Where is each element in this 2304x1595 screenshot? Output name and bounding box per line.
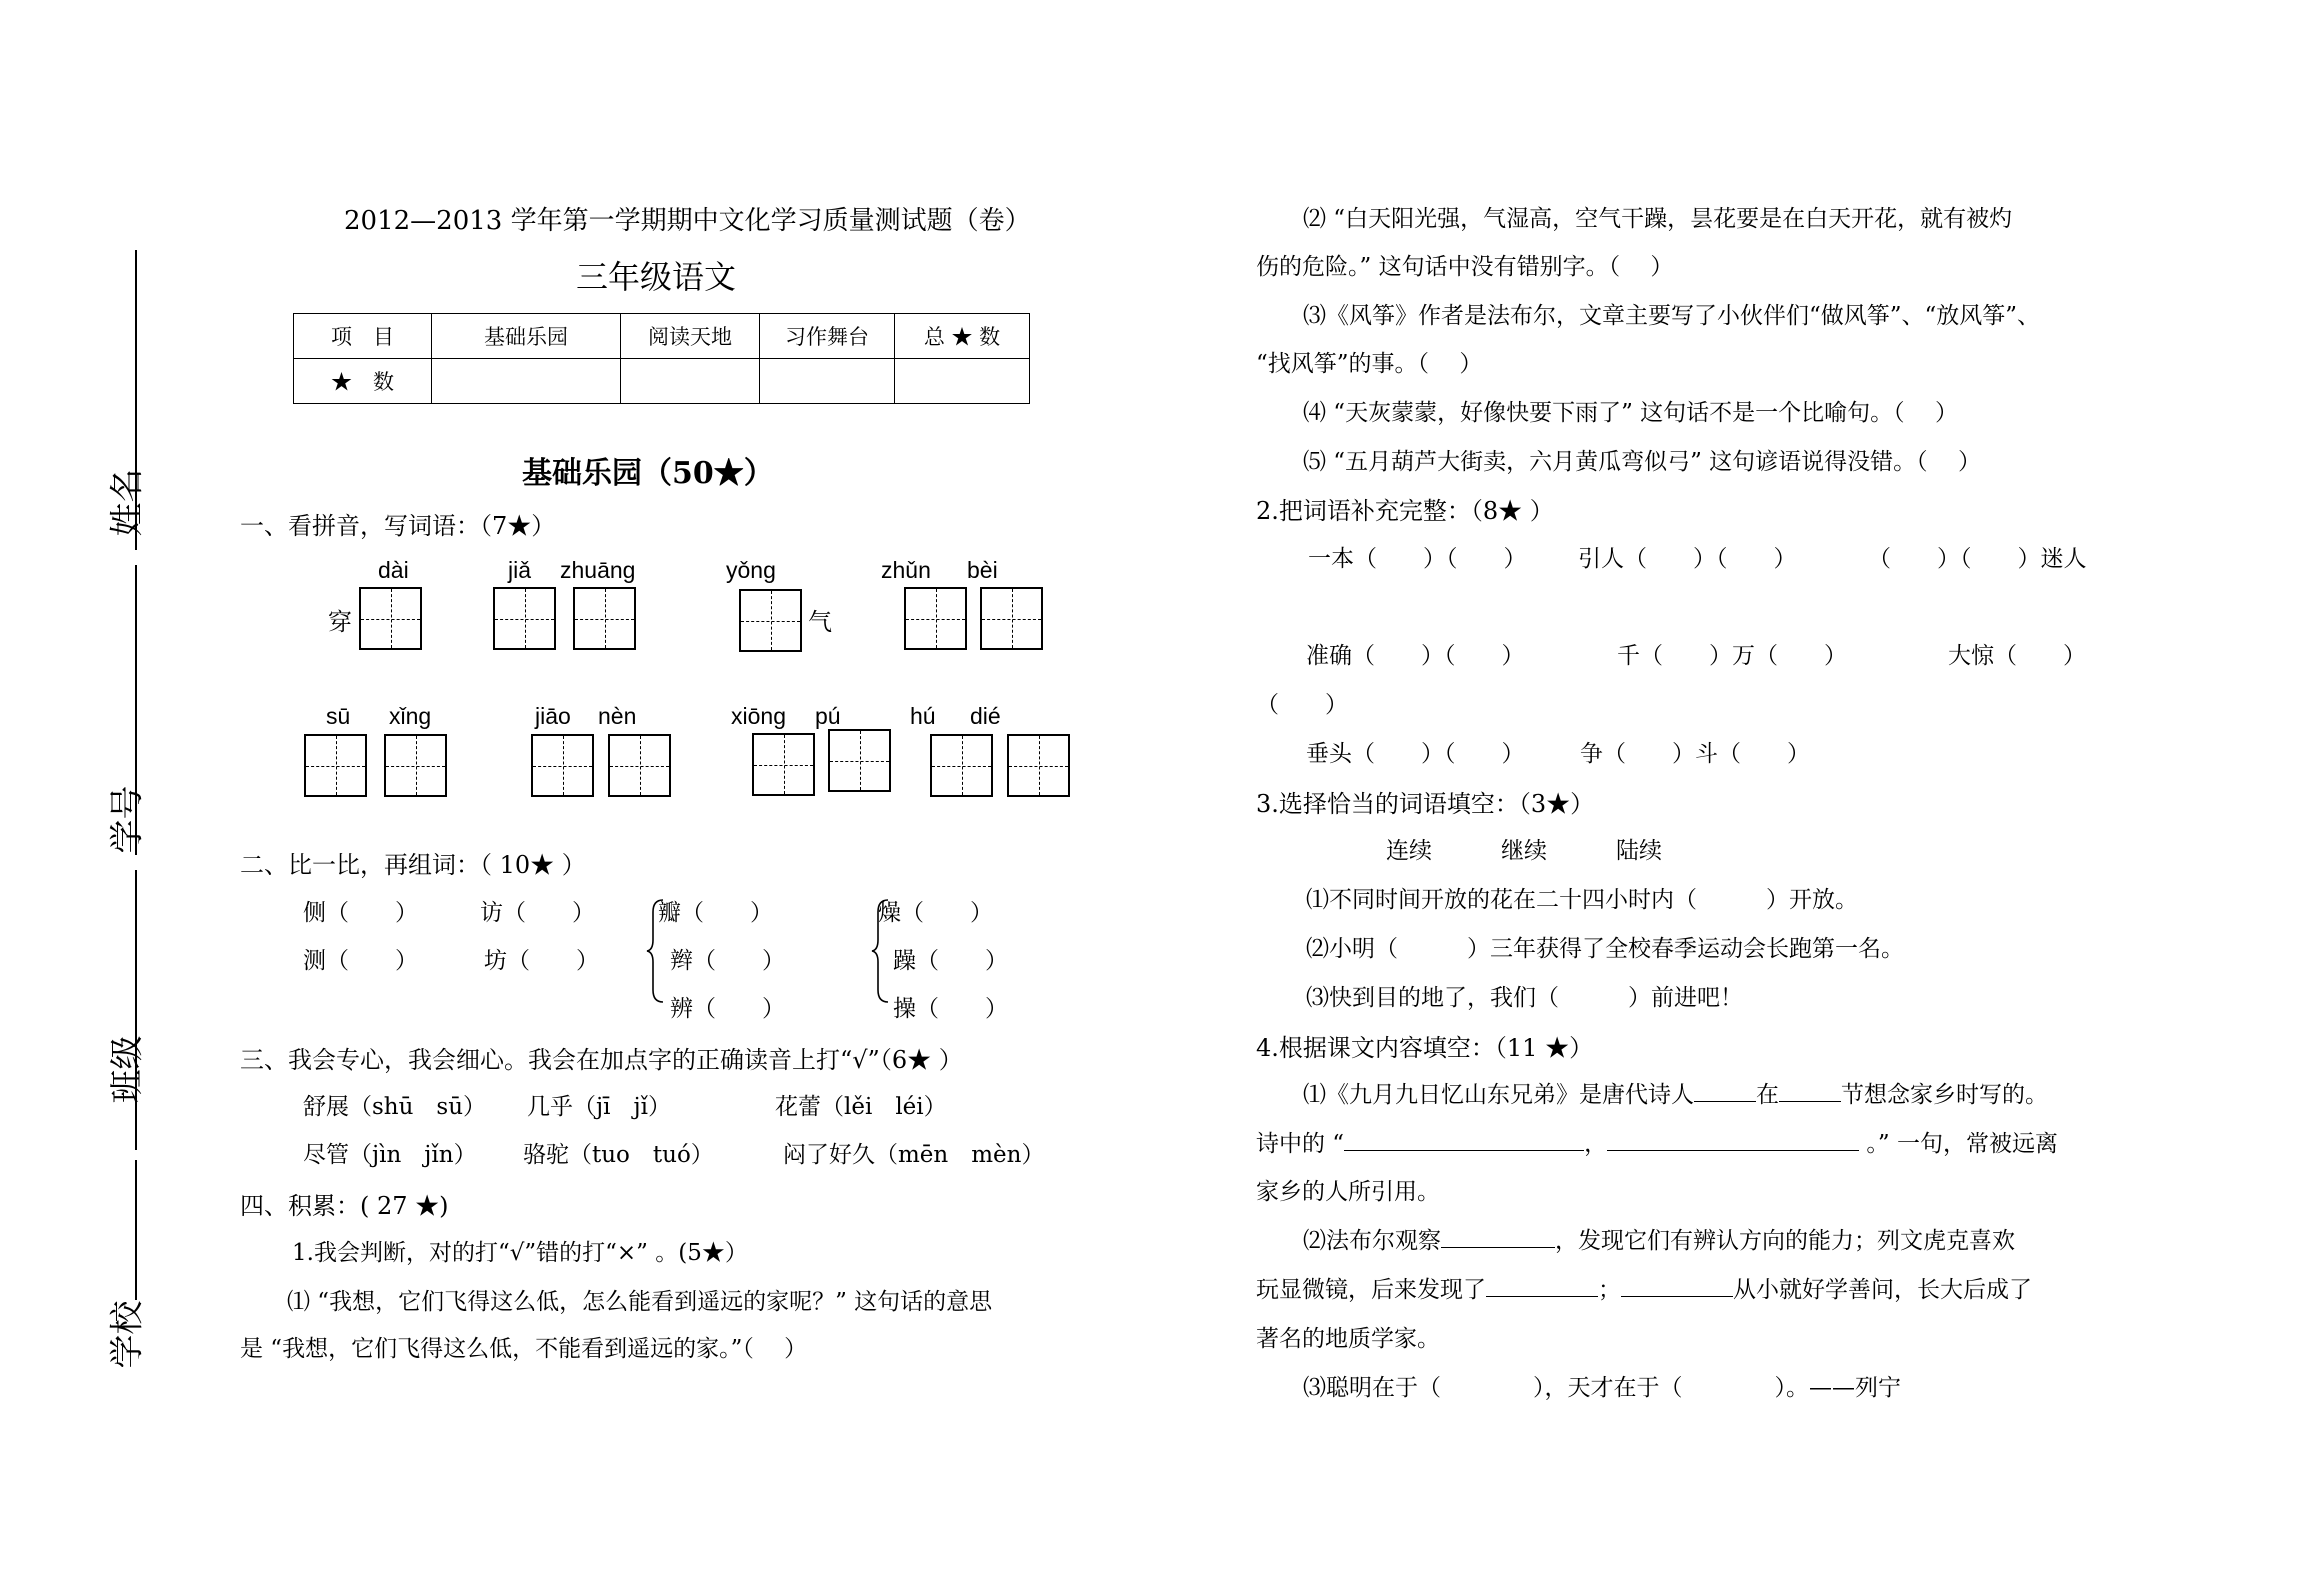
recall-text: ⑵法布尔观察: [1303, 1228, 1441, 1254]
q3-item: 花蕾（lěi léi）: [775, 1094, 947, 1120]
recall-text: 节想念家乡时写的。: [1841, 1082, 2048, 1108]
exam-title: 2012—2013 学年第一学期期中文化学习质量测试题（卷）: [344, 206, 1031, 236]
q1-title: 一、看拼音，写词语：（7★）: [240, 512, 556, 540]
choose-3: ⑶快到目的地了，我们（ ）前进吧！: [1306, 985, 1743, 1011]
judge-1-line1: ⑴ “我想，它们飞得这么低，怎么能看到遥远的家呢？” 这句话的意思: [287, 1289, 993, 1315]
blank-line[interactable]: [1621, 1274, 1733, 1297]
blank-line[interactable]: [1607, 1128, 1859, 1151]
blank-line[interactable]: [1486, 1274, 1598, 1297]
recall-1-line1: [1303, 1076, 2048, 1109]
pinyin-zhun: zhǔn: [881, 557, 931, 583]
pinyin-nen: nèn: [598, 703, 637, 729]
blank-line[interactable]: [1779, 1079, 1841, 1102]
pinyin-zhuang: zhuāng: [560, 557, 636, 583]
score-cell-total[interactable]: [895, 359, 1030, 404]
char-box[interactable]: [384, 734, 447, 797]
q2-item: 坊（ ）: [484, 948, 599, 974]
score-cell-basic[interactable]: [432, 359, 621, 404]
score-cell-writing[interactable]: [760, 359, 895, 404]
char-box[interactable]: [930, 734, 993, 797]
recall-1-line3: 家乡的人所引用。: [1256, 1179, 1440, 1205]
pinyin-jia: jiǎ: [508, 557, 532, 583]
exam-subtitle: 三年级语文: [576, 258, 737, 296]
score-row-label: ★ 数: [294, 359, 432, 404]
q-recall-title: 4.根据课文内容填空：（11 ★）: [1256, 1034, 1594, 1062]
char-chuan: 穿: [328, 608, 352, 636]
score-header-basic: 基础乐园: [432, 314, 621, 359]
score-header-writing: 习作舞台: [760, 314, 895, 359]
score-table: [293, 313, 1030, 404]
pinyin-pu: pú: [815, 703, 841, 729]
recall-text: 在: [1756, 1082, 1779, 1108]
judge-2-line2: 伤的危险。” 这句话中没有错别字。（ ）: [1256, 254, 1674, 280]
score-cell-reading[interactable]: [621, 359, 760, 404]
char-box[interactable]: [531, 734, 594, 797]
judge-3-line2: “找风筝”的事。（ ）: [1256, 351, 1483, 377]
q3-item: 闷了好久（mēn mèn）: [783, 1142, 1045, 1168]
char-box[interactable]: [739, 589, 802, 652]
choose-2: ⑵小明（ ）三年获得了全校春季运动会长跑第一名。: [1306, 936, 1904, 962]
q-choose-title: 3.选择恰当的词语填空：（3★）: [1256, 790, 1595, 818]
char-box[interactable]: [359, 587, 422, 650]
q2-item: 访（ ）: [480, 900, 595, 926]
score-header-item: 项 目: [294, 314, 432, 359]
q3-item: 几乎（jī jǐ）: [527, 1094, 671, 1120]
word-fill: （ ）: [1256, 692, 1348, 718]
q4-title: 四、积累：( 27 ★): [240, 1192, 449, 1220]
q-words-title: 2.把词语补充完整：（8★ ）: [1256, 497, 1554, 525]
char-qi: 气: [808, 608, 832, 636]
q2-item: 测（ ）: [303, 948, 418, 974]
judge-4: ⑷ “天灰蒙蒙，好像快要下雨了” 这句话不是一个比喻句。（ ）: [1303, 400, 1958, 426]
recall-2-line3: 著名的地质学家。: [1256, 1326, 1440, 1352]
char-box[interactable]: [980, 587, 1043, 650]
recall-text: ；: [1598, 1277, 1621, 1303]
pinyin-jiao: jiāo: [535, 703, 571, 729]
char-box[interactable]: [573, 587, 636, 650]
score-header-total: 总 ★ 数: [895, 314, 1030, 359]
q2-title: 二、比一比，再组词：（ 10★ ）: [240, 851, 586, 879]
q2-item: 操（ ）: [893, 996, 1008, 1022]
class-label: 班级: [107, 1035, 148, 1104]
blank-line[interactable]: [1344, 1128, 1584, 1151]
q3-item: 骆驼（tuo tuó）: [523, 1142, 714, 1168]
pinyin-xing: xǐng: [389, 703, 432, 729]
char-box[interactable]: [828, 729, 891, 792]
recall-3: ⑶聪明在于（ ），天才在于（ ）。——列宁: [1303, 1375, 1901, 1401]
q2-item: 燥（ ）: [878, 900, 993, 926]
q4-sub1: 1.我会判断，对的打“√”错的打“×” 。(5★）: [292, 1240, 748, 1266]
recall-text: 玩显微镜，后来发现了: [1256, 1277, 1486, 1303]
choose-options: 连续 继续 陆续: [1386, 838, 1662, 864]
char-box[interactable]: [1007, 734, 1070, 797]
q2-item: 躁（ ）: [893, 948, 1008, 974]
recall-text: 。” 一句，常被远离: [1859, 1131, 2058, 1157]
pinyin-die: dié: [970, 703, 1001, 729]
word-fill: 一本（ ）（ ）: [1308, 546, 1527, 572]
blank-line[interactable]: [1441, 1225, 1555, 1248]
q2-item: 辨（ ）: [670, 996, 785, 1022]
char-box[interactable]: [904, 587, 967, 650]
char-box[interactable]: [493, 587, 556, 650]
judge-1-line2: 是 “我想，它们飞得这么低，不能看到遥远的家。”（ ）: [240, 1336, 808, 1362]
binding-line-school: [135, 1160, 137, 1300]
recall-text: ，: [1584, 1131, 1608, 1157]
score-header-reading: 阅读天地: [621, 314, 760, 359]
judge-5: ⑸ “五月葫芦大街卖，六月黄瓜弯似弓” 这句谚语说得没错。（ ）: [1303, 449, 1981, 475]
pinyin-yong: yǒng: [726, 557, 776, 583]
recall-text: ⑴《九月九日忆山东兄弟》是唐代诗人: [1303, 1082, 1694, 1108]
word-fill: 垂头（ ）（ ）: [1306, 741, 1525, 767]
recall-text: ，发现它们有辨认方向的能力；列文虎克喜欢: [1555, 1228, 2015, 1254]
char-box[interactable]: [304, 734, 367, 797]
word-fill: 准确（ ）（ ）: [1306, 643, 1525, 669]
recall-2-line2: [1256, 1271, 2032, 1304]
student-number-label: 学号: [107, 785, 148, 854]
q3-item: 尽管（jìn jǐn）: [303, 1142, 477, 1168]
name-label: 姓名: [107, 468, 148, 537]
word-fill: （ ）（ ）迷人: [1868, 546, 2087, 572]
judge-3-line1: ⑶《风筝》作者是法布尔，文章主要写了小伙伴们“做风筝”、“放风筝”、: [1303, 303, 2041, 329]
recall-text: 诗中的 “: [1256, 1131, 1345, 1157]
q3-title: 三、我会专心，我会细心。我会在加点字的正确读音上打“√”（6★ ）: [240, 1046, 963, 1074]
recall-text: 从小就好学善问，长大后成了: [1733, 1277, 2032, 1303]
pinyin-bei: bèi: [967, 557, 998, 583]
word-fill: 千（ ）万（ ）: [1617, 643, 1847, 669]
q2-item: 侧（ ）: [303, 900, 418, 926]
q3-item: 舒展（shū sū）: [303, 1094, 487, 1120]
section-title: 基础乐园（50★）: [522, 456, 774, 491]
recall-1-line2: [1256, 1125, 2058, 1158]
pinyin-hu: hú: [910, 703, 936, 729]
choose-1: ⑴不同时间开放的花在二十四小时内（ ）开放。: [1306, 887, 1858, 913]
q2-item: 辫（ ）: [670, 948, 785, 974]
char-box[interactable]: [608, 734, 671, 797]
pinyin-xiong: xiōng: [731, 703, 786, 729]
pinyin-su: sū: [326, 703, 351, 729]
blank-line[interactable]: [1694, 1079, 1756, 1102]
word-fill: 大惊（ ）: [1948, 643, 2086, 669]
char-box[interactable]: [752, 733, 815, 796]
judge-2-line1: ⑵ “白天阳光强，气湿高，空气干躁，昙花要是在白天开花，就有被灼: [1303, 206, 2013, 232]
school-label: 学校: [107, 1300, 148, 1369]
word-fill: 争（ ）斗（ ）: [1580, 741, 1810, 767]
pinyin-dai: dài: [378, 557, 409, 583]
recall-2-line1: [1303, 1222, 2015, 1255]
q2-item: 瓣（ ）: [658, 900, 773, 926]
word-fill: 引人（ ）（ ）: [1578, 546, 1797, 572]
binding-line-class: [135, 870, 137, 1150]
